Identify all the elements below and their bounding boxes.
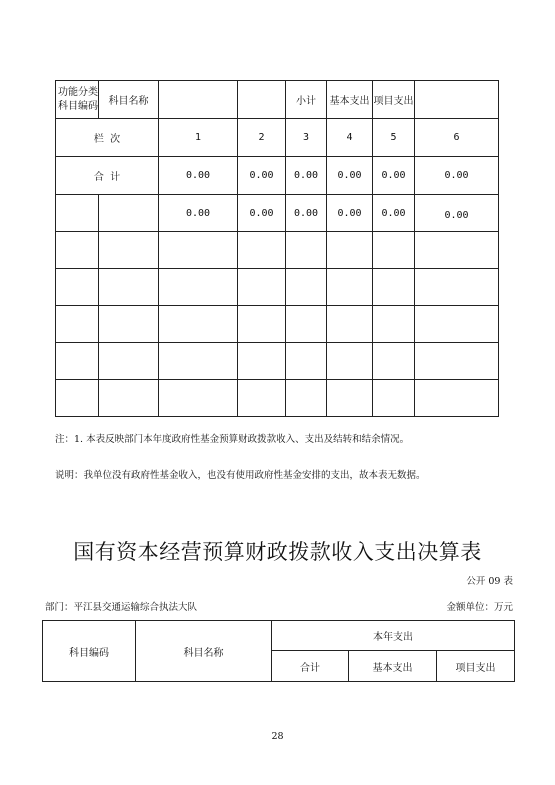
header-total: 合计 [272, 651, 349, 682]
col-index: 6 [415, 119, 499, 157]
col-index: 3 [286, 119, 327, 157]
data-cell: 0.00 [238, 195, 286, 232]
col-index: 4 [327, 119, 373, 157]
total-cell: 0.00 [238, 157, 286, 195]
total-cell: 0.00 [415, 157, 499, 195]
total-row [56, 157, 499, 195]
data-cell: 0.00 [327, 195, 373, 232]
col-index: 5 [373, 119, 415, 157]
data-cell: 0.00 [373, 195, 415, 232]
table2-header-row-1 [43, 621, 515, 651]
header-code: 科目编码 [43, 621, 136, 682]
header-project-expense: 项目支出 [437, 651, 515, 682]
total-label: 合 计 [56, 157, 159, 195]
data-cell: 0.00 [415, 195, 499, 232]
explanation-note: 说明：我单位没有政府性基金收入，也没有使用政府性基金安排的支出，故本表无数据。 [55, 470, 426, 481]
header-year-expense: 本年支出 [272, 621, 515, 651]
header-subtotal: 小计 [286, 81, 327, 119]
page-number: 28 [271, 731, 284, 742]
table-header-row [56, 81, 499, 119]
total-cell: 0.00 [327, 157, 373, 195]
col-index: 2 [238, 119, 286, 157]
header-name: 科目名称 [136, 621, 272, 682]
data-cell: 0.00 [286, 195, 327, 232]
total-cell: 0.00 [159, 157, 238, 195]
fund-table [55, 80, 499, 417]
header-blank-3 [415, 81, 499, 119]
table-row [56, 232, 499, 269]
header-blank-1 [159, 81, 238, 119]
form-number: 公开 09 表 [466, 576, 513, 587]
table-row [56, 380, 499, 417]
department-label: 部门：平江县交通运输综合执法大队 [45, 602, 198, 613]
state-capital-table [42, 620, 515, 682]
header-func-code: 功能分类科目编码 [56, 81, 99, 119]
col-index: 1 [159, 119, 238, 157]
table-row [56, 195, 499, 232]
total-cell: 0.00 [373, 157, 415, 195]
header-item-name: 科目名称 [99, 81, 159, 119]
total-cell: 0.00 [286, 157, 327, 195]
table-note: 注：1. 本表反映部门本年度政府性基金预算财政拨款收入、支出及结转和结余情况。 [55, 434, 410, 445]
data-cell: 0.00 [159, 195, 238, 232]
column-index-label: 栏 次 [56, 119, 159, 157]
header-basic-expense: 基本支出 [349, 651, 437, 682]
column-index-row [56, 119, 499, 157]
unit-label: 金额单位：万元 [446, 602, 513, 613]
table-row [56, 343, 499, 380]
table-row [56, 306, 499, 343]
table-row [56, 269, 499, 306]
header-basic: 基本支出 [327, 81, 373, 119]
page-title: 国有资本经营预算财政拨款收入支出决算表 [73, 540, 482, 564]
header-blank-2 [238, 81, 286, 119]
header-project: 项目支出 [373, 81, 415, 119]
